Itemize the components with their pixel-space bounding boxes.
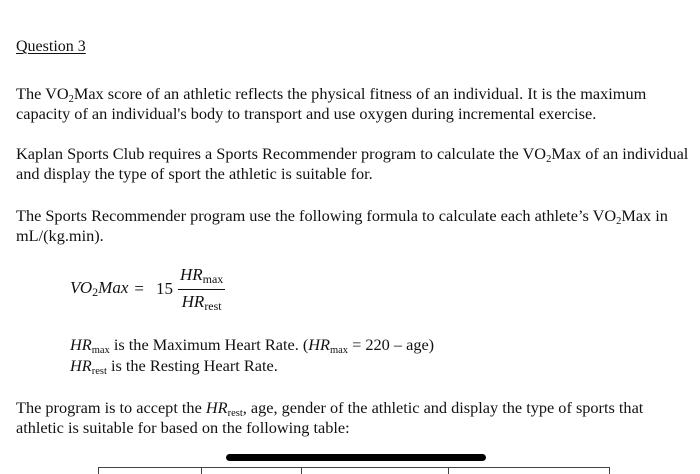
subscript-2: 2 [616, 216, 622, 227]
numerator-subscript: max [202, 271, 224, 286]
subscript-2: 2 [68, 94, 74, 105]
formula-lhs-vo: VO [70, 278, 93, 297]
definition-text: is the Maximum Heart Rate. ( [109, 335, 309, 354]
term-subscript: max [329, 345, 349, 356]
term-hr: HR [308, 335, 330, 354]
term-subscript: rest [227, 408, 243, 419]
paragraph-text: Max in mL/(kg.min). [16, 206, 668, 245]
numerator-hr: HR [179, 264, 203, 284]
formula-lhs-subscript: 2 [92, 285, 99, 299]
definition-text: = 220 – age) [348, 335, 435, 354]
table-border-line [98, 468, 99, 474]
denominator-hr: HR [181, 291, 205, 311]
subscript-2: 2 [546, 154, 552, 165]
table-border-line [201, 468, 202, 474]
scroll-indicator-bar [226, 454, 486, 461]
vo2max-formula [70, 264, 225, 314]
formula-equals: = [134, 279, 144, 298]
term-subscript: max [91, 345, 110, 356]
paragraph-text: Max of an individual and display the type of sport the athletic is suitable for. [16, 144, 689, 183]
formula-lhs [70, 278, 128, 300]
paragraph-text: Kaplan Sports Club requires a Sports Recommender program to calculate the VO [16, 144, 547, 163]
formula-lhs-max: Max [98, 278, 129, 297]
definition-text: is the Resting Heart Rate. [106, 356, 278, 375]
definition-hrmax [70, 334, 434, 355]
table-border-line [448, 468, 449, 474]
definition-hrrest [70, 355, 434, 376]
term-hr: HR [70, 335, 92, 354]
term-hr: HR [70, 356, 92, 375]
paragraph-text: The Sports Recommender program use the following formula to calculate each athlete’s VO [16, 206, 617, 225]
term-subscript: rest [91, 366, 107, 377]
table-border-line [301, 468, 302, 474]
term-hr: HR [205, 398, 228, 417]
paragraph-text: The program is to accept the [16, 398, 206, 417]
denominator-subscript: rest [204, 298, 222, 313]
paragraph-program-input [16, 398, 692, 437]
paragraph-text: The VO [16, 84, 69, 103]
paragraph-formula-intro [16, 206, 692, 245]
formula-numerator [178, 265, 225, 290]
paragraph-program-requirement [16, 144, 692, 183]
paragraph-text: Max score of an athletic reflects the physical fitness of an individual. It is the maximum capacity of an individual's body to transport and use oxygen during incremental exercise. [16, 84, 647, 123]
formula-denominator [180, 290, 224, 314]
question-heading [16, 38, 86, 56]
paragraph-text: , age, gender of the athletic and display the type of sports that athletic is suitable for based on the following table: [16, 398, 644, 437]
question-heading-text: Question 3 [16, 38, 86, 55]
formula-coefficient: 15 [155, 279, 173, 298]
formula-fraction [178, 265, 225, 314]
table-border-line [609, 468, 610, 474]
formula-definitions [70, 334, 434, 376]
paragraph-vo2max-definition [16, 84, 692, 123]
